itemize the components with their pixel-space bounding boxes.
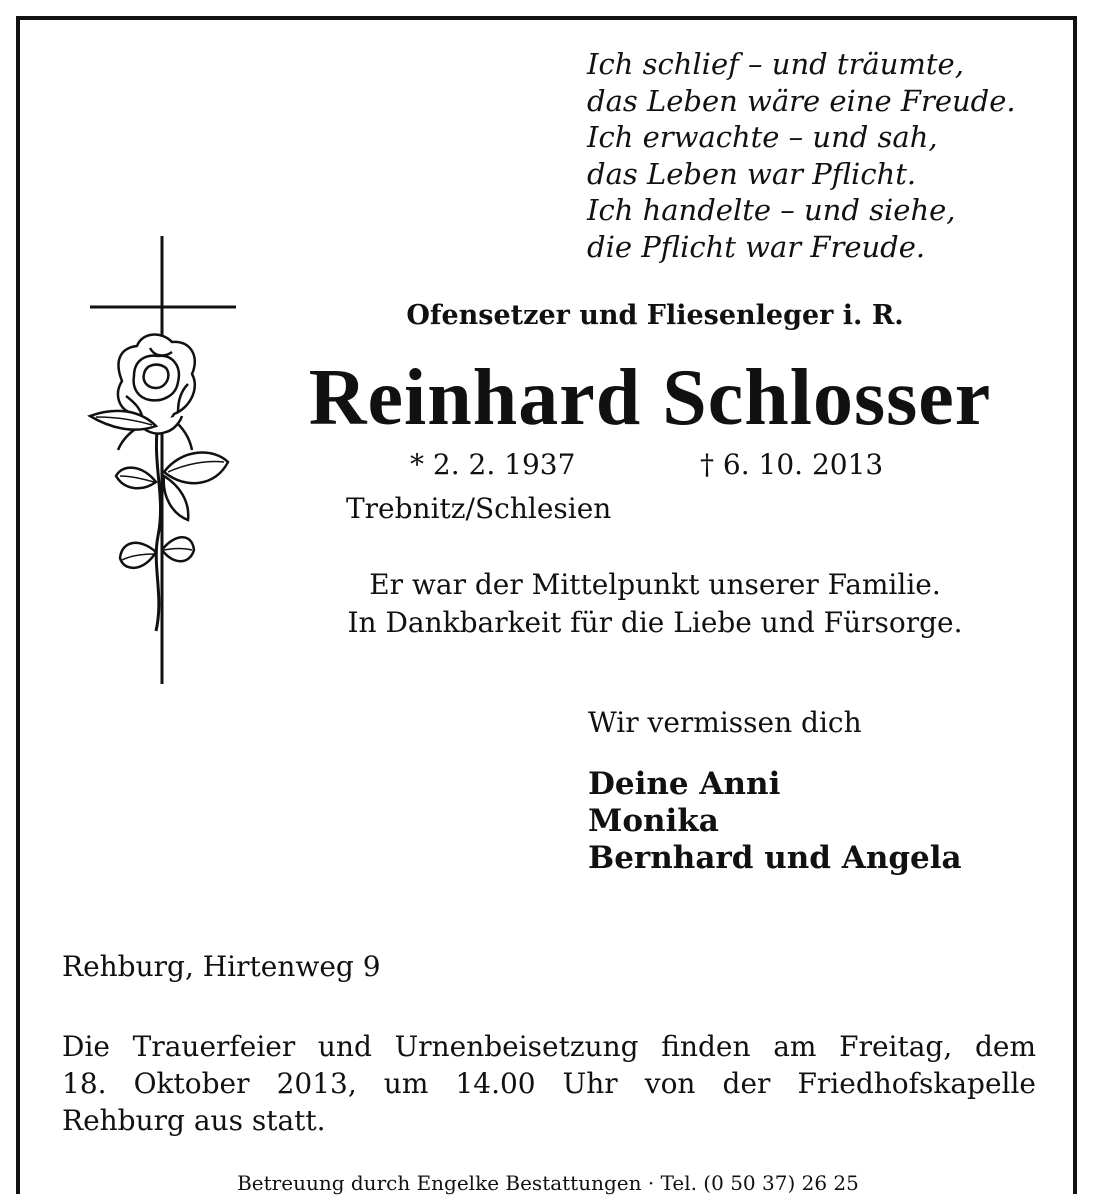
mourner-name: Bernhard und Angela: [588, 840, 962, 876]
deceased-name: Reinhard Schlosser: [308, 354, 992, 442]
occupation: Ofensetzer und Fliesenleger i. R.: [406, 300, 904, 331]
notice-line: 18. Oktober 2013, um 14.00 Uhr von der Friedhofskapelle: [62, 1067, 1036, 1100]
mourners-intro: Wir vermissen dich: [588, 706, 862, 739]
funeral-notice: [62, 1028, 1036, 1139]
cross-with-rose-icon: [82, 236, 244, 686]
notice-line: Rehburg aus statt.: [62, 1104, 326, 1137]
poem-line: Ich schlief – und träumte,: [587, 47, 964, 81]
birth-date: * 2. 2. 1937: [410, 448, 576, 481]
poem-line: das Leben wäre eine Freude.: [587, 83, 1016, 118]
poem: [587, 46, 1016, 265]
tribute: [290, 566, 1020, 642]
mourners-list: [588, 766, 962, 877]
poem-line: Ich erwachte – und sah,: [587, 120, 938, 154]
funeral-home-footer: Betreuung durch Engelke Bestattungen · Tel. (0 50 37) 26 25: [236, 1166, 860, 1200]
death-date: † 6. 10. 2013: [700, 448, 884, 481]
mourner-name: Deine Anni: [588, 766, 781, 802]
tribute-line: Er war der Mittelpunkt unserer Familie.: [369, 568, 941, 601]
tribute-line: In Dankbarkeit für die Liebe und Fürsorge.: [347, 606, 963, 639]
poem-line: Ich handelte – und siehe,: [587, 193, 956, 227]
address: Rehburg, Hirtenweg 9: [62, 950, 381, 983]
notice-line: Die Trauerfeier und Urnenbeisetzung finden am Freitag, dem: [62, 1030, 1036, 1063]
mourner-name: Monika: [588, 803, 719, 839]
poem-line: die Pflicht war Freude.: [587, 229, 926, 264]
birthplace: Trebnitz/Schlesien: [346, 492, 612, 525]
poem-line: das Leben war Pflicht.: [587, 156, 917, 191]
